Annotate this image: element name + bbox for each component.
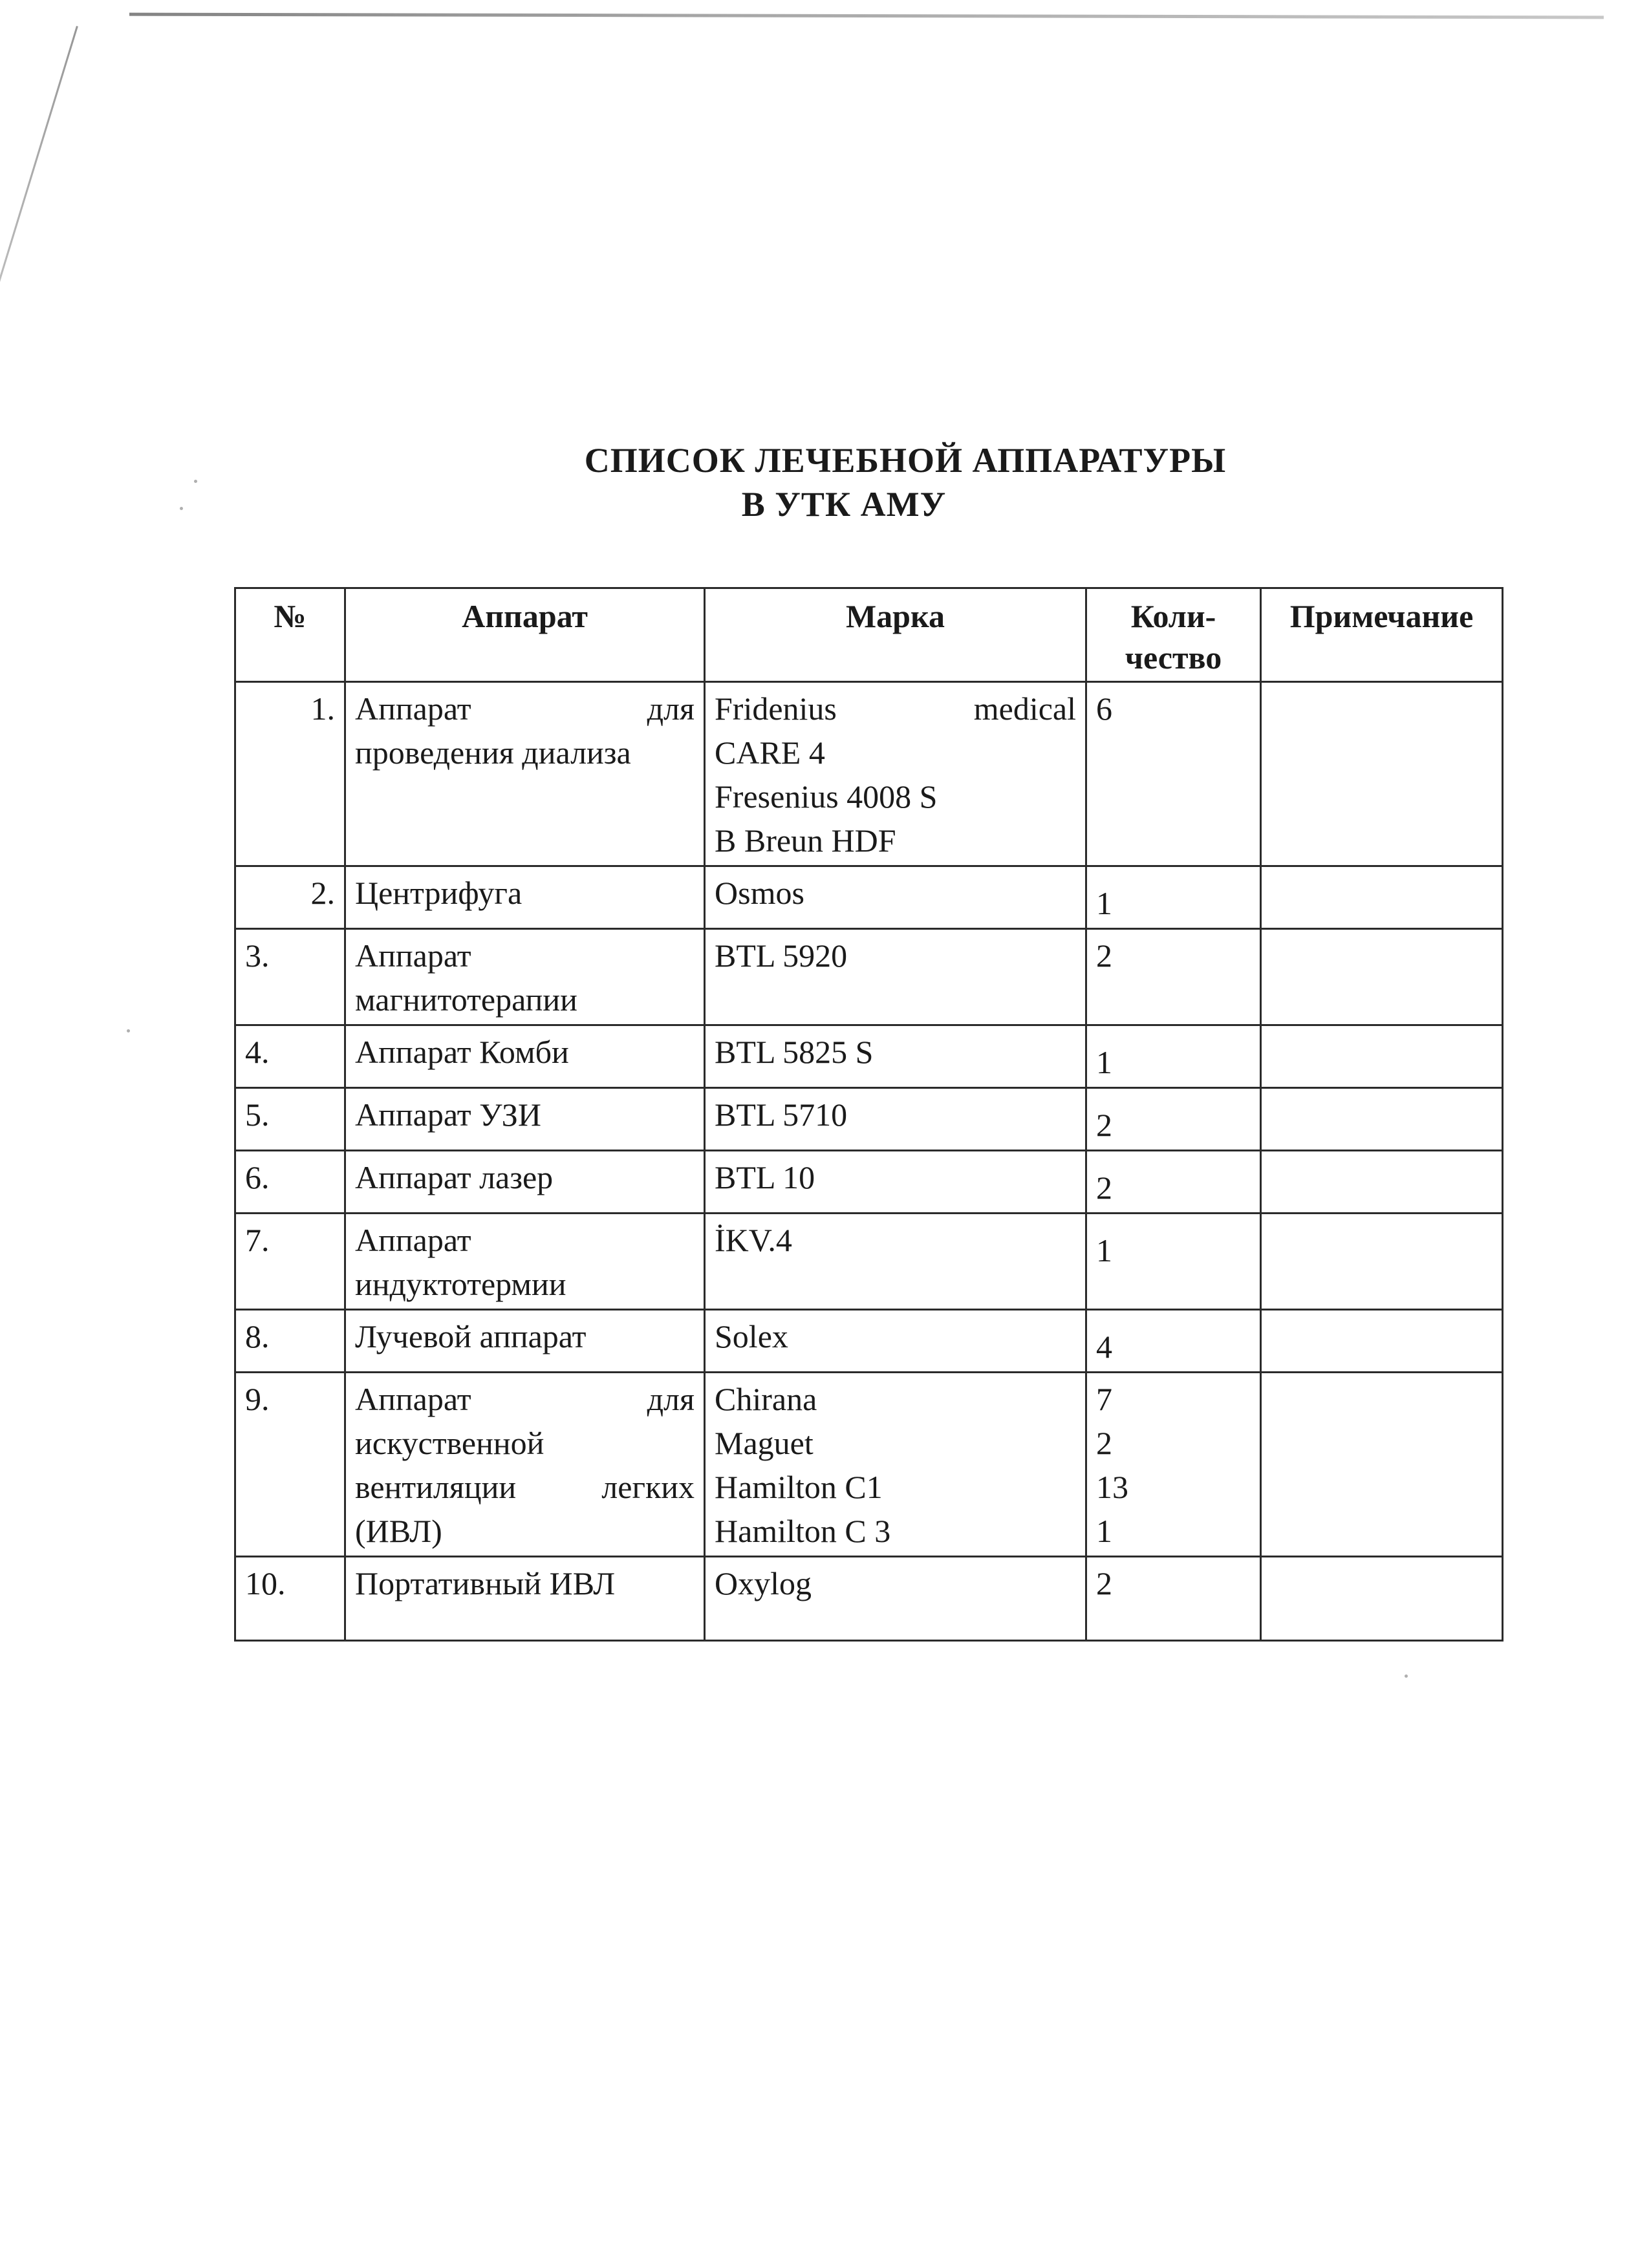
quantity-line: 7 [1096, 1381, 1112, 1417]
row-quantity: 2 [1086, 1557, 1261, 1641]
row-device: Центрифуга [345, 866, 705, 929]
device-word: Аппарат [355, 1381, 471, 1417]
device-line: искуственной [355, 1425, 544, 1461]
row-device [345, 1373, 705, 1557]
row-number: 6. [235, 1151, 345, 1214]
row-note [1261, 929, 1503, 1025]
row-number: 1. [235, 682, 345, 866]
row-brand: BTL 5920 [705, 929, 1086, 1025]
row-quantity [1086, 866, 1261, 929]
quantity-value: 2 [1096, 1107, 1112, 1143]
row-note [1261, 1557, 1503, 1641]
row-note [1261, 1310, 1503, 1373]
quantity-line: 13 [1096, 1469, 1128, 1505]
row-note [1261, 1373, 1503, 1557]
device-line [355, 687, 695, 731]
row-brand: BTL 10 [705, 1151, 1086, 1214]
device-word: для [647, 690, 695, 727]
header-quantity-line2: чество [1125, 639, 1222, 676]
title-line-2: В УТК АМУ [741, 485, 947, 524]
row-device: Аппарат УЗИ [345, 1088, 705, 1151]
row-number: 10. [235, 1557, 345, 1641]
row-quantity [1086, 1310, 1261, 1373]
row-device: Лучевой аппарат [345, 1310, 705, 1373]
row-device: Портативный ИВЛ [345, 1557, 705, 1641]
row-number: 8. [235, 1310, 345, 1373]
table-row [235, 1025, 1503, 1088]
row-number: 3. [235, 929, 345, 1025]
device-line: проведения диализа [355, 734, 631, 771]
row-device: Аппарат Комби [345, 1025, 705, 1088]
device-word: Аппарат [355, 690, 471, 727]
brand-word: Fridenius [715, 690, 837, 727]
row-number: 2. [235, 866, 345, 929]
scan-left-edge [0, 26, 78, 422]
brand-line [715, 687, 1076, 731]
quantity-value: 1 [1096, 885, 1112, 921]
row-note [1261, 1025, 1503, 1088]
header-note: Примечание [1261, 588, 1503, 682]
scan-top-edge [129, 13, 1604, 19]
row-quantity [1086, 1088, 1261, 1151]
row-quantity: 6 [1086, 682, 1261, 866]
table-row [235, 929, 1503, 1025]
device-line: Аппарат [355, 937, 471, 974]
row-brand [705, 682, 1086, 866]
table-header-row [235, 588, 1503, 682]
row-quantity [1086, 1025, 1261, 1088]
row-quantity: 2 [1086, 929, 1261, 1025]
table-row [235, 1310, 1503, 1373]
quantity-line: 2 [1096, 1425, 1112, 1461]
brand-line: Maguet [715, 1425, 814, 1461]
row-number: 5. [235, 1088, 345, 1151]
header-brand: Марка [705, 588, 1086, 682]
quantity-value: 4 [1096, 1329, 1112, 1365]
scan-speck [1405, 1674, 1408, 1678]
title-line-1: СПИСОК ЛЕЧЕБНОЙ АППАРАТУРЫ [584, 441, 1227, 480]
row-note [1261, 1088, 1503, 1151]
row-quantity [1086, 1151, 1261, 1214]
brand-line: Hamilton C1 [715, 1469, 883, 1505]
equipment-table [234, 587, 1503, 1642]
brand-line: Fresenius 4008 S [715, 778, 938, 815]
device-line: Аппарат [355, 1222, 471, 1258]
header-quantity [1086, 588, 1261, 682]
row-number: 7. [235, 1214, 345, 1310]
row-quantity [1086, 1373, 1261, 1557]
row-device [345, 682, 705, 866]
row-brand: BTL 5825 S [705, 1025, 1086, 1088]
row-note [1261, 682, 1503, 866]
brand-line: Chirana [715, 1381, 817, 1417]
row-note [1261, 1151, 1503, 1214]
row-device: Аппарат лазер [345, 1151, 705, 1214]
row-brand: Osmos [705, 866, 1086, 929]
header-device: Аппарат [345, 588, 705, 682]
table-row [235, 1557, 1503, 1641]
table-row [235, 682, 1503, 866]
row-brand: Oxylog [705, 1557, 1086, 1641]
device-line: (ИВЛ) [355, 1513, 442, 1549]
table-row [235, 1373, 1503, 1557]
device-word: легких [601, 1469, 695, 1505]
brand-line: CARE 4 [715, 734, 825, 771]
device-line [355, 1377, 695, 1421]
header-number: № [235, 588, 345, 682]
row-number: 9. [235, 1373, 345, 1557]
brand-word: medical [973, 690, 1076, 727]
brand-line: Hamilton C 3 [715, 1513, 891, 1549]
document-title [0, 438, 1649, 526]
brand-line: B Breun HDF [715, 822, 896, 859]
quantity-value: 1 [1096, 1232, 1112, 1268]
device-line [355, 1465, 695, 1509]
row-device [345, 1214, 705, 1310]
row-device [345, 929, 705, 1025]
scan-speck [127, 1029, 130, 1032]
row-brand: Solex [705, 1310, 1086, 1373]
device-word: вентиляции [355, 1469, 517, 1505]
row-brand: BTL 5710 [705, 1088, 1086, 1151]
row-note [1261, 1214, 1503, 1310]
device-line: магнитотерапии [355, 981, 577, 1018]
table-row [235, 1151, 1503, 1214]
header-quantity-line1: Коли- [1130, 598, 1216, 634]
table-row [235, 1214, 1503, 1310]
table-row [235, 866, 1503, 929]
quantity-value: 1 [1096, 1044, 1112, 1080]
row-note [1261, 866, 1503, 929]
quantity-line: 1 [1096, 1513, 1112, 1549]
row-brand: İKV.4 [705, 1214, 1086, 1310]
device-word: для [647, 1381, 695, 1417]
quantity-value: 2 [1096, 1170, 1112, 1206]
row-brand [705, 1373, 1086, 1557]
row-number: 4. [235, 1025, 345, 1088]
row-quantity [1086, 1214, 1261, 1310]
device-line: индуктотермии [355, 1266, 566, 1302]
table-row [235, 1088, 1503, 1151]
